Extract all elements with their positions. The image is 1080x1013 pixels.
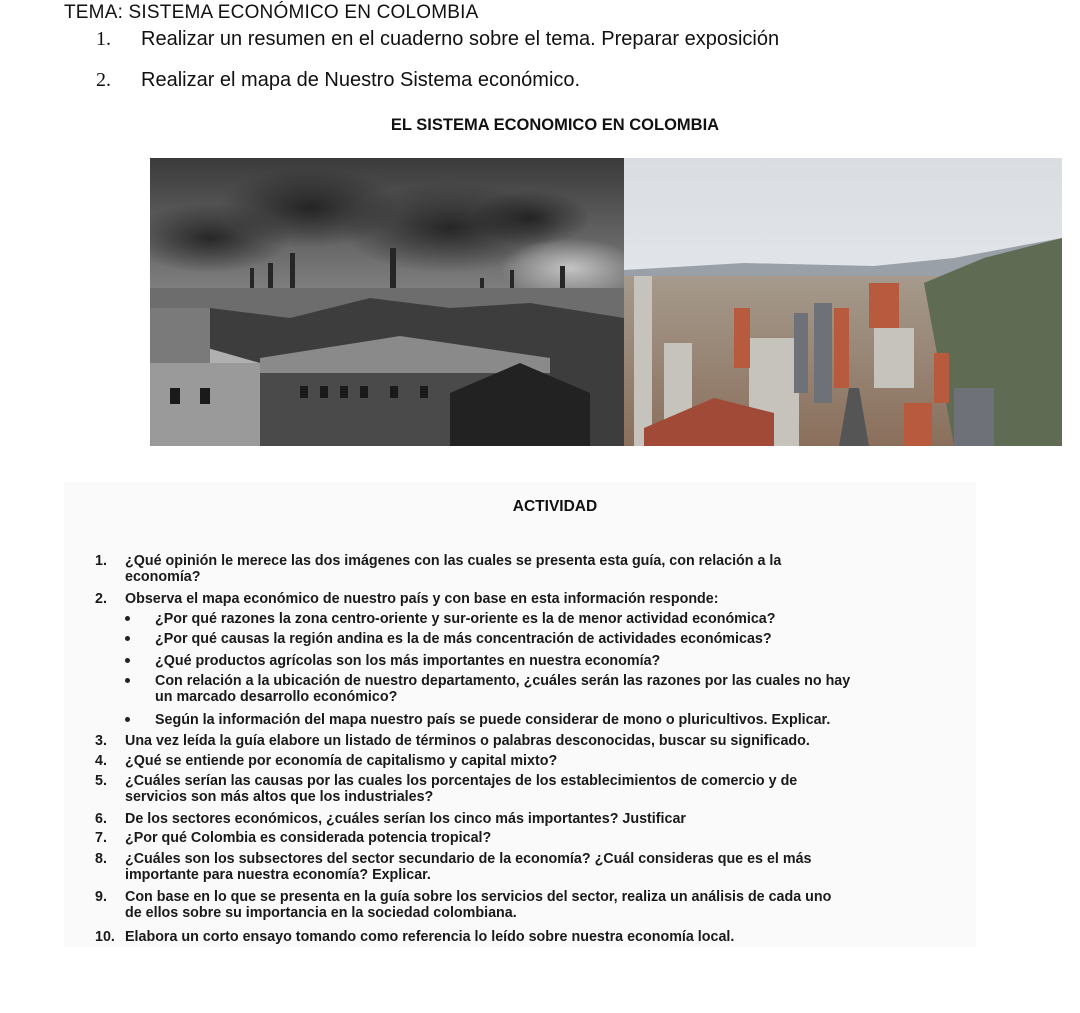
task-text: Realizar un resumen en el cuaderno sobre el tema. Preparar exposición bbox=[141, 28, 780, 50]
city-photo bbox=[624, 158, 1062, 446]
question-item bbox=[95, 733, 965, 749]
sub-question-line: un marcado desarrollo económico? bbox=[155, 689, 398, 705]
task-item bbox=[96, 69, 580, 92]
question-item bbox=[95, 753, 965, 769]
bullet-dot bbox=[125, 616, 130, 621]
topic-heading: TEMA: SISTEMA ECONÓMICO EN COLOMBIA bbox=[64, 2, 479, 23]
question-item bbox=[95, 773, 965, 805]
sub-question-line: Según la información del mapa nuestro país se puede considerar de mono o pluricultivos. Explicar. bbox=[155, 712, 831, 728]
question-number: 3. bbox=[95, 733, 107, 749]
question-line: Una vez leída la guía elabore un listado de términos o palabras desconocidas, buscar su significado. bbox=[125, 733, 810, 749]
question-line: Con base en lo que se presenta en la guía sobre los servicios del sector, realiza un análisis de cada uno bbox=[125, 889, 832, 905]
question-number: 7. bbox=[95, 830, 107, 846]
question-line: de ellos sobre su importancia en la sociedad colombiana. bbox=[125, 905, 517, 921]
sub-question-line: ¿Por qué causas la región andina es la de más concentración de actividades económicas? bbox=[155, 631, 772, 647]
question-number: 9. bbox=[95, 889, 107, 905]
question-item bbox=[95, 929, 965, 945]
bullet-dot bbox=[125, 658, 130, 663]
bullet-dot bbox=[125, 717, 130, 722]
question-line: ¿Cuáles serían las causas por las cuales los porcentajes de los establecimientos de comercio y de bbox=[125, 773, 798, 789]
section-title: EL SISTEMA ECONOMICO EN COLOMBIA bbox=[390, 116, 720, 134]
sub-question-item bbox=[155, 712, 985, 728]
question-line: ¿Cuáles son los subsectores del sector secundario de la economía? ¿Cuál consideras que es el más bbox=[125, 851, 812, 867]
question-number: 10. bbox=[95, 929, 115, 945]
sub-question-line: Con relación a la ubicación de nuestro departamento, ¿cuáles serán las razones por las cuales no hay bbox=[155, 673, 851, 689]
question-line: importante para nuestra economía? Explicar. bbox=[125, 867, 431, 883]
question-number: 5. bbox=[95, 773, 107, 789]
task-text: Realizar el mapa de Nuestro Sistema económico. bbox=[141, 69, 581, 91]
question-number: 2. bbox=[95, 591, 107, 607]
task-item bbox=[96, 28, 779, 51]
question-number: 6. bbox=[95, 811, 107, 827]
question-line: Elabora un corto ensayo tomando como referencia lo leído sobre nuestra economía local. bbox=[125, 929, 735, 945]
question-number: 8. bbox=[95, 851, 107, 867]
activity-title: ACTIVIDAD bbox=[512, 498, 598, 515]
question-item bbox=[95, 591, 965, 607]
question-line: De los sectores económicos, ¿cuáles serían los cinco más importantes? Justificar bbox=[125, 811, 686, 827]
task-number: 1. bbox=[96, 28, 111, 50]
bullet-dot bbox=[125, 636, 130, 641]
question-line: servicios son más altos que los industriales? bbox=[125, 789, 434, 805]
sub-question-line: ¿Por qué razones la zona centro-oriente y sur-oriente es la de menor actividad económica? bbox=[155, 611, 776, 627]
question-item bbox=[95, 830, 965, 846]
question-number: 1. bbox=[95, 553, 107, 569]
question-line: economía? bbox=[125, 569, 201, 585]
sub-question-line: ¿Qué productos agrícolas son los más importantes en nuestra economía? bbox=[155, 653, 661, 669]
sub-question-item bbox=[155, 673, 985, 705]
question-item bbox=[95, 553, 965, 585]
question-line: Observa el mapa económico de nuestro país y con base en esta información responde: bbox=[125, 591, 719, 607]
sub-question-item bbox=[155, 631, 985, 647]
question-line: ¿Qué opinión le merece las dos imágenes con las cuales se presenta esta guía, con relación a la bbox=[125, 553, 782, 569]
task-number: 2. bbox=[96, 69, 111, 91]
question-line: ¿Por qué Colombia es considerada potencia tropical? bbox=[125, 830, 492, 846]
bullet-dot bbox=[125, 678, 130, 683]
question-item bbox=[95, 811, 965, 827]
question-number: 4. bbox=[95, 753, 107, 769]
sub-question-item bbox=[155, 653, 985, 669]
question-item bbox=[95, 889, 965, 921]
question-item bbox=[95, 851, 965, 883]
question-line: ¿Qué se entiende por economía de capitalismo y capital mixto? bbox=[125, 753, 558, 769]
industrial-photo bbox=[150, 158, 624, 446]
sub-question-item bbox=[155, 611, 985, 627]
